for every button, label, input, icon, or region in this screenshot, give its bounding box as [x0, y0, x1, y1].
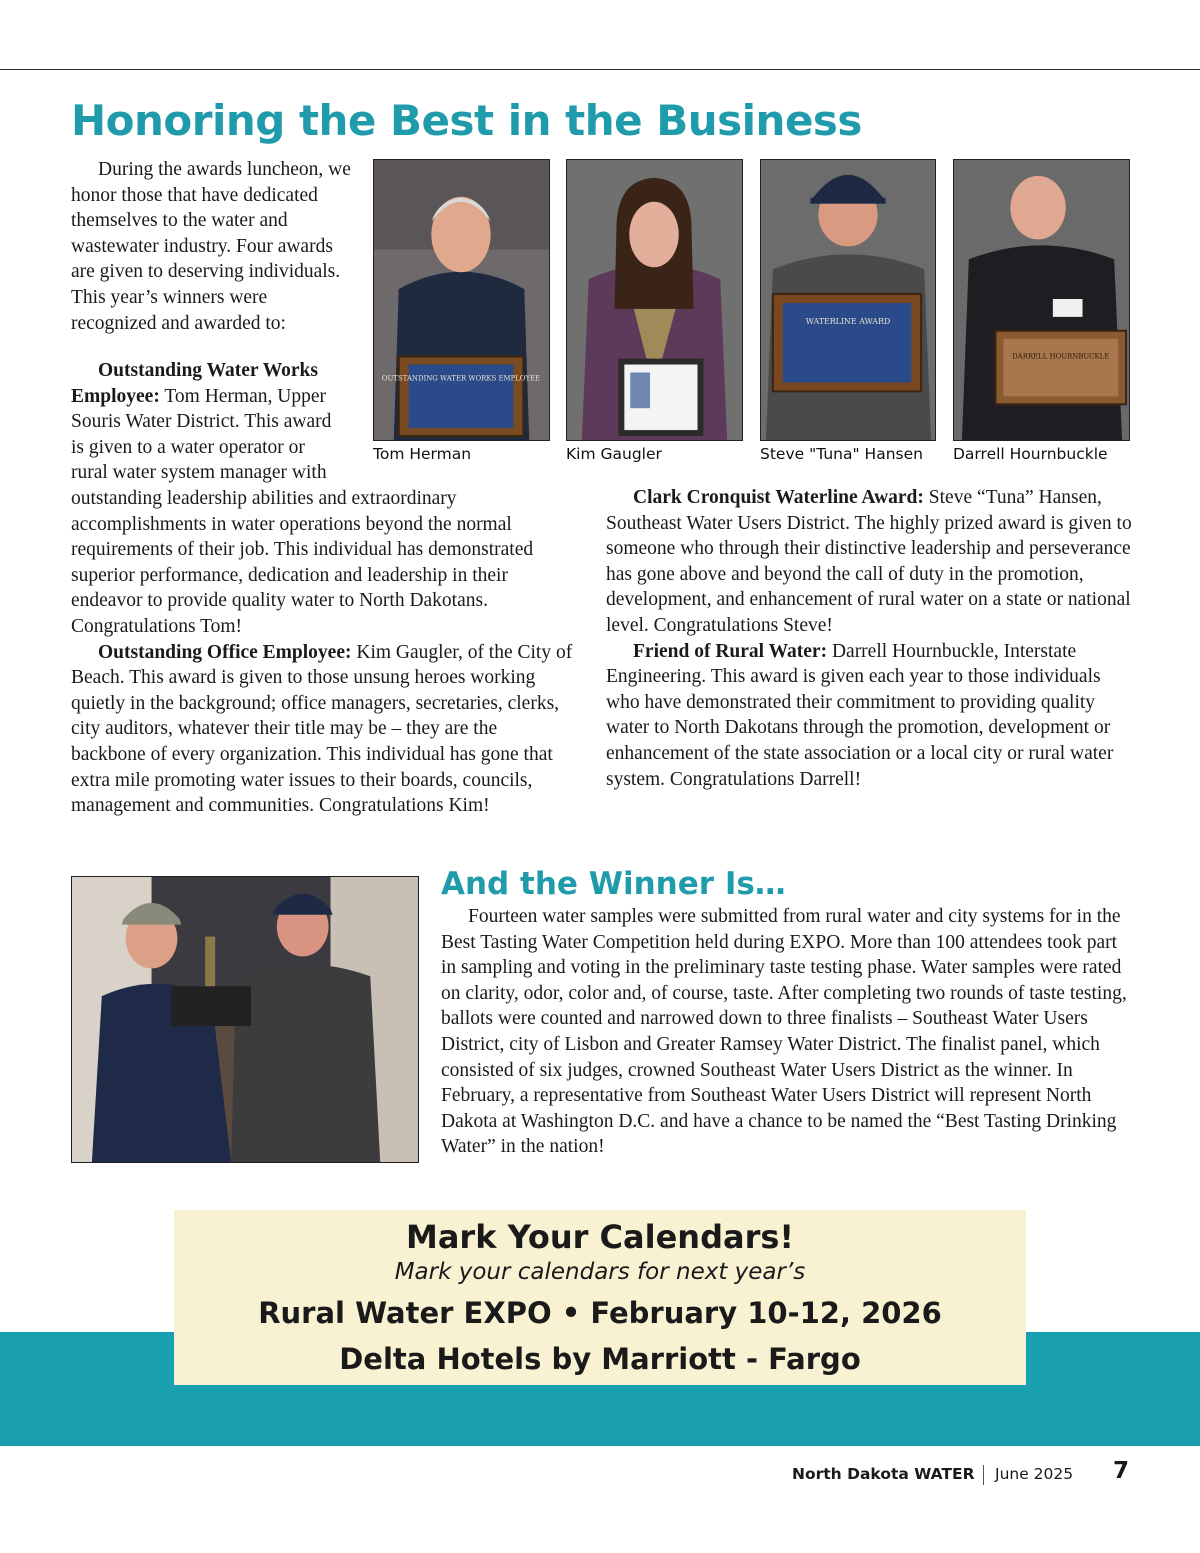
- caption-tom-herman: Tom Herman: [373, 445, 472, 463]
- award4-paragraph: [606, 639, 1136, 793]
- calendar-event-date: Rural Water EXPO • February 10-12, 2026: [258, 1296, 942, 1330]
- award4-text: Darrell Hournbuckle, Interstate Engineering. This award is given each year to those individuals who have demonstrated their commitment to providing quality water to North Dakotans through the promotion, development or enhancement of the state association or a local city or rural water system. Congratulations Darrell!: [606, 640, 1114, 790]
- footer-date: June 2025: [995, 1465, 1074, 1483]
- calendar-box: [174, 1210, 1026, 1385]
- award4-label: Friend of Rural Water:: [633, 640, 828, 662]
- winner-heading: And the Winner Is…: [441, 866, 786, 902]
- page-number: 7: [1113, 1458, 1130, 1484]
- intro-paragraph: During the awards luncheon, we honor those that have dedicated themselves to the water and wastewater industry. Four awards are given to deserving individuals. This year’s winners were recognized and awarded to:: [71, 159, 351, 334]
- calendar-venue: Delta Hotels by Marriott - Fargo: [339, 1342, 861, 1376]
- caption-darrell-hournbuckle: Darrell Hournbuckle: [953, 445, 1108, 463]
- calendar-title: Mark Your Calendars!: [405, 1218, 794, 1256]
- award1-text: Tom Herman, Upper Souris Water District. This award is given to a water operator or rural water system manager with outstanding leadership abilities and extraordinary accomplishments in water operations beyond the normal requirements of their job. This individual has demonstrated superior performance, dedication and leadership in their endeavor to provide quality water to North Dakotans. Congratulations Tom!: [71, 385, 534, 637]
- page-title: Honoring the Best in the Business: [71, 96, 862, 145]
- award3-paragraph: [606, 485, 1136, 639]
- award1-label: Outstanding Water Works Employee:: [71, 360, 318, 407]
- award2-label: Outstanding Office Employee:: [98, 641, 352, 663]
- photo-steve-hansen: [760, 159, 936, 441]
- photo-darrell-hournbuckle: [953, 159, 1130, 441]
- winner-text: [441, 904, 1131, 1160]
- photo-tom-herman: [373, 159, 550, 441]
- plaque-text-1: OUTSTANDING WATER WORKS EMPLOYEE: [381, 374, 541, 383]
- right-column: [606, 485, 1136, 792]
- footer-publication: North Dakota WATER: [792, 1465, 975, 1483]
- photo-kim-gaugler: [566, 159, 743, 441]
- intro-text: [71, 157, 353, 336]
- footer-separator: [983, 1465, 984, 1485]
- winner-paragraph: Fourteen water samples were submitted from rural water and city systems for in the Best Tasting Water Competition held during EXPO. More than 100 attendees took part in sampling and voting in the preliminary taste testing phase. Water samples were rated on clarity, odor, color and, of course, taste. After completing two rounds of taste testing, ballots were counted and narrowed down to three finalists – Southeast Water Users District, city of Lisbon and Greater Ramsey Water District. The finalist panel, which consisted of six judges, crowned Southeast Water Users District as the winner. In February, a representative from Southeast Water Users District will represent North Dakota at Washington D.C. and have a chance to be named the “Best Tasting Drinking Water” in the nation!: [441, 906, 1127, 1158]
- award2-text: Kim Gaugler, of the City of Beach. This award is given to those unsung heroes working quietly in the background; office managers, secretaries, clerks, city auditors, whatever their title may be – they are the backbone of every organization. This individual has gone that extra mile promoting water issues to their boards, councils, management and communities. Congratulations Kim!: [71, 641, 573, 817]
- photo-winner-trophy: [71, 876, 419, 1163]
- plaque-text-3: WATERLINE AWARD: [805, 316, 891, 326]
- plaque-text-4: DARRELL HOURNBUCKLE: [1012, 352, 1110, 361]
- calendar-subtitle: Mark your calendars for next year’s: [394, 1259, 806, 1285]
- award2-paragraph: [71, 640, 576, 819]
- award3-label: Clark Cronquist Waterline Award:: [633, 487, 924, 508]
- award3-text: Steve “Tuna” Hansen, Southeast Water Users District. The highly prized award is given to someone who through their distinctive leadership and perseverance has gone above and beyond the call of duty in the promotion, development, and enhancement of rural water on a state or national level. Congratulations Steve!: [606, 487, 1132, 636]
- caption-steve-hansen: Steve "Tuna" Hansen: [760, 445, 923, 463]
- header-rule: [0, 69, 1200, 70]
- caption-kim-gaugler: Kim Gaugler: [566, 445, 662, 463]
